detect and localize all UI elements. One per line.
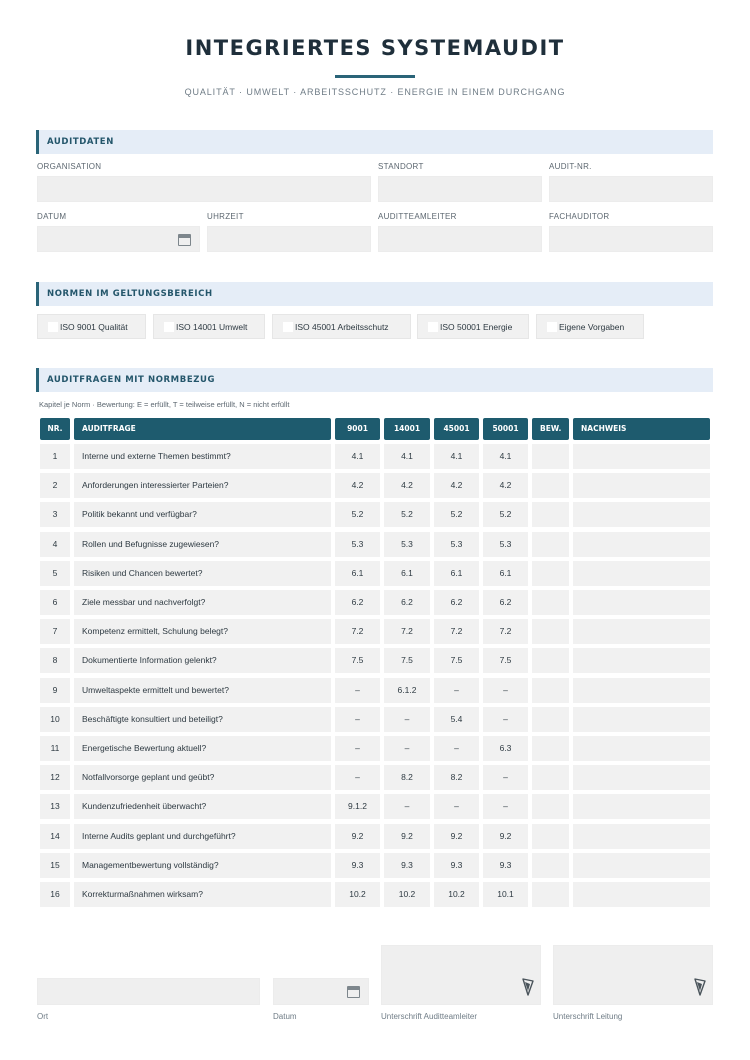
cell-frage [74,882,331,907]
column-header-45001 [434,418,479,440]
cell-value: 9.3 [450,860,463,870]
cell-value: 14 [50,831,60,841]
cell-45001 [434,736,479,761]
norm-option-label: Eigene Vorgaben [559,322,625,332]
cell-nachweis-input[interactable] [573,561,710,586]
cell-value: 6.2 [499,597,512,607]
calendar-icon[interactable] [178,234,191,246]
cell-nr [40,765,70,790]
cell-nr [40,794,70,819]
column-header-14001 [384,418,430,440]
cell-bew-input[interactable] [532,619,569,644]
label-organisation: ORGANISATION [37,162,102,171]
datum-field[interactable] [37,226,200,252]
cell-value: 6.3 [499,743,512,753]
cell-9001 [335,824,380,849]
cell-value: 9.2 [401,831,413,841]
calendar-icon[interactable] [347,986,360,998]
cell-14001 [384,678,430,703]
cell-value: 7.5 [351,655,364,665]
cell-50001 [483,765,528,790]
checkbox[interactable] [428,322,438,332]
page-title: INTEGRIERTES SYSTEMAUDIT [185,36,565,60]
cell-nr [40,678,70,703]
cell-14001 [384,473,430,498]
cell-value: 5.3 [401,539,413,549]
organisation-field[interactable] [37,176,371,202]
cell-value: Managementbewertung vollständig? [82,860,219,870]
column-header-label: BEW. [540,424,562,433]
cell-value: 4.1 [499,451,512,461]
label-audit-nr: AUDIT-NR. [549,162,592,171]
cell-nachweis-input[interactable] [573,794,710,819]
cell-value: 8 [52,655,58,665]
cell-nr [40,736,70,761]
cell-frage [74,444,331,469]
checkbox[interactable] [283,322,293,332]
cell-50001 [483,853,528,878]
pen-nib-icon [694,978,706,996]
cell-value: – [355,685,360,695]
cell-frage [74,736,331,761]
cell-nachweis-input[interactable] [573,590,710,615]
cell-value: Ziele messbar und nachverfolgt? [82,597,206,607]
cell-45001 [434,794,479,819]
cell-nr [40,707,70,732]
cell-bew-input[interactable] [532,678,569,703]
norm-option-label: ISO 50001 Energie [440,322,513,332]
cell-9001 [335,678,380,703]
cell-value: 5.3 [351,539,364,549]
column-header-label: NR. [47,424,63,433]
cell-45001 [434,853,479,878]
cell-45001 [434,824,479,849]
cell-nachweis-input[interactable] [573,532,710,557]
cell-9001 [335,853,380,878]
datum-label: Datum [273,1012,297,1021]
norm-option-eigene[interactable] [536,314,644,339]
cell-value: Energetische Bewertung aktuell? [82,743,207,753]
section-title: NORMEN IM GELTUNGSBEREICH [47,289,213,299]
cell-nachweis-input[interactable] [573,678,710,703]
cell-value: Dokumentierte Information gelenkt? [82,655,217,665]
cell-45001 [434,532,479,557]
cell-value: Kundenzufriedenheit überwacht? [82,801,207,811]
cell-value: Korrekturmaßnahmen wirksam? [82,889,203,899]
cell-bew-input[interactable] [532,736,569,761]
cell-value: 8.2 [450,772,463,782]
cell-value: 16 [50,889,60,899]
cell-value: 9.2 [351,831,364,841]
cell-45001 [434,502,479,527]
cell-bew-input[interactable] [532,648,569,673]
cell-nr [40,473,70,498]
page-subtitle: QUALITÄT · UMWELT · ARBEITSSCHUTZ · ENERGIE IN EINEM DURCHGANG [184,87,566,97]
cell-nachweis-input[interactable] [573,824,710,849]
norm-option-label: ISO 9001 Qualität [60,322,128,332]
norm-option-iso50001[interactable] [417,314,529,339]
cell-9001 [335,502,380,527]
cell-bew-input[interactable] [532,824,569,849]
cell-50001 [483,707,528,732]
ort-field[interactable] [37,978,260,1005]
cell-frage [74,853,331,878]
cell-value: 4.2 [499,480,512,490]
pen-nib-icon [522,978,534,996]
cell-frage [74,590,331,615]
rating-hint: Kapitel je Norm · Bewertung: E = erfüllt, T = teilweise erfüllt, N = nicht erfüllt [39,400,290,409]
cell-nr [40,619,70,644]
cell-value: Umweltaspekte ermittelt und bewertet? [82,685,229,695]
cell-value: 6.2 [401,597,413,607]
cell-value: 9.2 [450,831,463,841]
cell-value: 11 [50,743,60,753]
cell-value: 4.2 [401,480,413,490]
cell-9001 [335,882,380,907]
cell-value: Anforderungen interessierter Parteien? [82,480,229,490]
cell-50001 [483,502,528,527]
cell-bew-input[interactable] [532,853,569,878]
cell-value: 4.2 [450,480,463,490]
cell-50001 [483,648,528,673]
cell-value: 4.1 [450,451,463,461]
cell-value: 6.1 [499,568,512,578]
cell-frage [74,678,331,703]
cell-50001 [483,473,528,498]
cell-frage [74,502,331,527]
cell-value: 7.2 [450,626,463,636]
column-header-auditfrage [74,418,331,440]
norm-option-label: ISO 45001 Arbeitsschutz [295,322,389,332]
cell-value: 4.2 [351,480,364,490]
cell-frage [74,794,331,819]
cell-nachweis-input[interactable] [573,444,710,469]
cell-bew-input[interactable] [532,532,569,557]
cell-value: 5.2 [401,509,413,519]
cell-value: 5.3 [450,539,463,549]
cell-value: 4.1 [351,451,364,461]
cell-value: 6.1 [401,568,413,578]
column-header-bew [532,418,569,440]
column-header-label: AUDITFRAGE [82,424,136,433]
cell-9001 [335,765,380,790]
norm-option-iso9001[interactable] [37,314,146,339]
cell-frage [74,619,331,644]
cell-50001 [483,736,528,761]
cell-14001 [384,590,430,615]
cell-value: Notfallvorsorge geplant und geübt? [82,772,215,782]
signature-leitung-field[interactable] [553,945,713,1005]
cell-14001 [384,882,430,907]
cell-frage [74,707,331,732]
cell-value: 5.2 [499,509,512,519]
cell-value: Interne und externe Themen bestimmt? [82,451,231,461]
column-header-9001 [335,418,380,440]
cell-value: Rollen und Befugnisse zugewiesen? [82,539,220,549]
cell-value: 7.2 [401,626,413,636]
cell-value: 5.2 [351,509,364,519]
cell-45001 [434,590,479,615]
cell-value: 5.4 [450,714,463,724]
cell-nachweis-input[interactable] [573,619,710,644]
standort-field[interactable] [378,176,542,202]
column-header-label: 14001 [393,424,421,433]
cell-14001 [384,824,430,849]
cell-value: 12 [50,772,60,782]
cell-frage [74,648,331,673]
cell-50001 [483,678,528,703]
cell-50001 [483,824,528,849]
cell-value: – [454,801,459,811]
cell-value: Kompetenz ermittelt, Schulung belegt? [82,626,229,636]
cell-50001 [483,444,528,469]
cell-value: – [355,714,360,724]
cell-value: 3 [52,509,58,519]
ort-label: Ort [37,1012,49,1021]
column-header-label: 45001 [443,424,470,433]
signature-auditteamleiter-field[interactable] [381,945,541,1005]
cell-value: – [503,801,508,811]
cell-value: – [355,772,360,782]
cell-value: 6.2 [351,597,364,607]
cell-value: – [404,801,410,811]
column-header-nachweis [573,418,710,440]
cell-value: 10.2 [349,889,366,899]
cell-value: 4 [52,539,58,549]
cell-value: 10.2 [448,889,465,899]
cell-frage [74,473,331,498]
cell-9001 [335,794,380,819]
cell-45001 [434,765,479,790]
cell-value: – [503,685,508,695]
cell-bew-input[interactable] [532,473,569,498]
cell-value: 9.2 [499,831,512,841]
checkbox[interactable] [547,322,557,332]
cell-value: 9 [52,685,58,695]
checkbox[interactable] [164,322,174,332]
cell-9001 [335,619,380,644]
cell-value: 9.3 [351,860,364,870]
cell-50001 [483,794,528,819]
cell-nr [40,824,70,849]
cell-45001 [434,648,479,673]
cell-value: 5 [52,568,58,578]
cell-14001 [384,561,430,586]
cell-value: 1 [52,451,58,461]
cell-value: 10.2 [398,889,416,899]
cell-value: 6.1 [450,568,463,578]
cell-14001 [384,707,430,732]
cell-value: 15 [50,860,60,870]
cell-value: 5.3 [499,539,512,549]
cell-value: 10 [50,714,60,724]
cell-14001 [384,619,430,644]
cell-value: – [503,772,508,782]
cell-value: – [503,714,508,724]
cell-value: Risiken und Chancen bewertet? [82,568,203,578]
cell-value: 7.2 [351,626,364,636]
cell-frage [74,765,331,790]
cell-value: 8.2 [401,772,413,782]
cell-9001 [335,590,380,615]
cell-value: 5.2 [450,509,463,519]
cell-45001 [434,882,479,907]
cell-nachweis-input[interactable] [573,502,710,527]
cell-value: 10.1 [497,889,514,899]
cell-14001 [384,502,430,527]
column-header-label: 9001 [347,424,368,433]
cell-value: 2 [52,480,58,490]
cell-bew-input[interactable] [532,794,569,819]
cell-value: – [454,743,459,753]
cell-14001 [384,853,430,878]
auditteamleiter-field[interactable] [378,226,542,252]
section-title: AUDITDATEN [47,137,114,147]
cell-14001 [384,794,430,819]
cell-value: 13 [50,801,60,811]
cell-value: 6 [52,597,58,607]
signature-auditteamleiter-label: Unterschrift Auditteamleiter [381,1012,478,1021]
signature-date-field[interactable] [273,978,369,1005]
section-auditfragen [36,368,713,392]
cell-45001 [434,619,479,644]
norm-option-iso14001[interactable] [153,314,265,339]
cell-bew-input[interactable] [532,765,569,790]
cell-nachweis-input[interactable] [573,882,710,907]
cell-value: 6.2 [450,597,463,607]
fachauditor-field[interactable] [549,226,713,252]
label-standort: STANDORT [378,162,424,171]
cell-nr [40,444,70,469]
cell-bew-input[interactable] [532,444,569,469]
cell-frage [74,561,331,586]
cell-nr [40,882,70,907]
cell-bew-input[interactable] [532,561,569,586]
cell-bew-input[interactable] [532,590,569,615]
cell-nachweis-input[interactable] [573,473,710,498]
column-header-50001 [483,418,528,440]
cell-value: – [404,743,410,753]
cell-9001 [335,561,380,586]
section-normen [36,282,713,306]
section-title: AUDITFRAGEN MIT NORMBEZUG [47,375,216,385]
section-auditdaten [36,130,713,154]
cell-value: – [454,685,459,695]
cell-nr [40,590,70,615]
label-auditteamleiter: AUDITTEAMLEITER [378,212,457,221]
norm-option-iso45001[interactable] [272,314,411,339]
cell-50001 [483,590,528,615]
cell-value: 7.2 [499,626,512,636]
cell-nr [40,648,70,673]
label-datum: DATUM [37,212,67,221]
cell-value: 6.1.2 [397,685,417,695]
cell-value: 9.1.2 [348,801,367,811]
cell-50001 [483,619,528,644]
title-divider [335,75,415,78]
cell-bew-input[interactable] [532,502,569,527]
cell-nachweis-input[interactable] [573,707,710,732]
cell-45001 [434,707,479,732]
cell-45001 [434,444,479,469]
cell-value: – [355,743,360,753]
cell-frage [74,532,331,557]
cell-14001 [384,736,430,761]
cell-45001 [434,473,479,498]
cell-45001 [434,678,479,703]
cell-9001 [335,444,380,469]
checkbox[interactable] [48,322,58,332]
cell-14001 [384,532,430,557]
cell-14001 [384,648,430,673]
cell-value: Politik bekannt und verfügbar? [82,509,197,519]
cell-nachweis-input[interactable] [573,736,710,761]
cell-value: 7.5 [450,655,463,665]
cell-value: 7 [52,626,58,636]
cell-value: 6.1 [351,568,364,578]
cell-value: 4.1 [401,451,413,461]
cell-9001 [335,736,380,761]
cell-value: Beschäftigte konsultiert und beteiligt? [82,714,223,724]
cell-frage [74,824,331,849]
cell-nr [40,532,70,557]
cell-50001 [483,532,528,557]
signature-leitung-label: Unterschrift Leitung [553,1012,623,1021]
cell-50001 [483,561,528,586]
cell-nr [40,561,70,586]
cell-nachweis-input[interactable] [573,853,710,878]
cell-14001 [384,765,430,790]
cell-value: – [404,714,410,724]
cell-nr [40,502,70,527]
cell-nachweis-input[interactable] [573,648,710,673]
cell-9001 [335,473,380,498]
cell-value: Interne Audits geplant und durchgeführt? [82,831,236,841]
label-fachauditor: FACHAUDITOR [549,212,610,221]
label-uhrzeit: UHRZEIT [207,212,244,221]
column-header-label: 50001 [492,424,519,433]
audit-nr-field[interactable] [549,176,713,202]
cell-nachweis-input[interactable] [573,765,710,790]
cell-value: 9.3 [499,860,512,870]
cell-bew-input[interactable] [532,882,569,907]
norm-option-label: ISO 14001 Umwelt [176,322,248,332]
cell-45001 [434,561,479,586]
cell-9001 [335,648,380,673]
cell-value: 9.3 [401,860,413,870]
cell-value: 7.5 [499,655,512,665]
cell-bew-input[interactable] [532,707,569,732]
cell-14001 [384,444,430,469]
column-header-label: NACHWEIS [581,424,627,433]
cell-value: 7.5 [401,655,413,665]
uhrzeit-field[interactable] [207,226,371,252]
cell-9001 [335,707,380,732]
column-header-nr [40,418,70,440]
cell-50001 [483,882,528,907]
cell-9001 [335,532,380,557]
cell-nr [40,853,70,878]
